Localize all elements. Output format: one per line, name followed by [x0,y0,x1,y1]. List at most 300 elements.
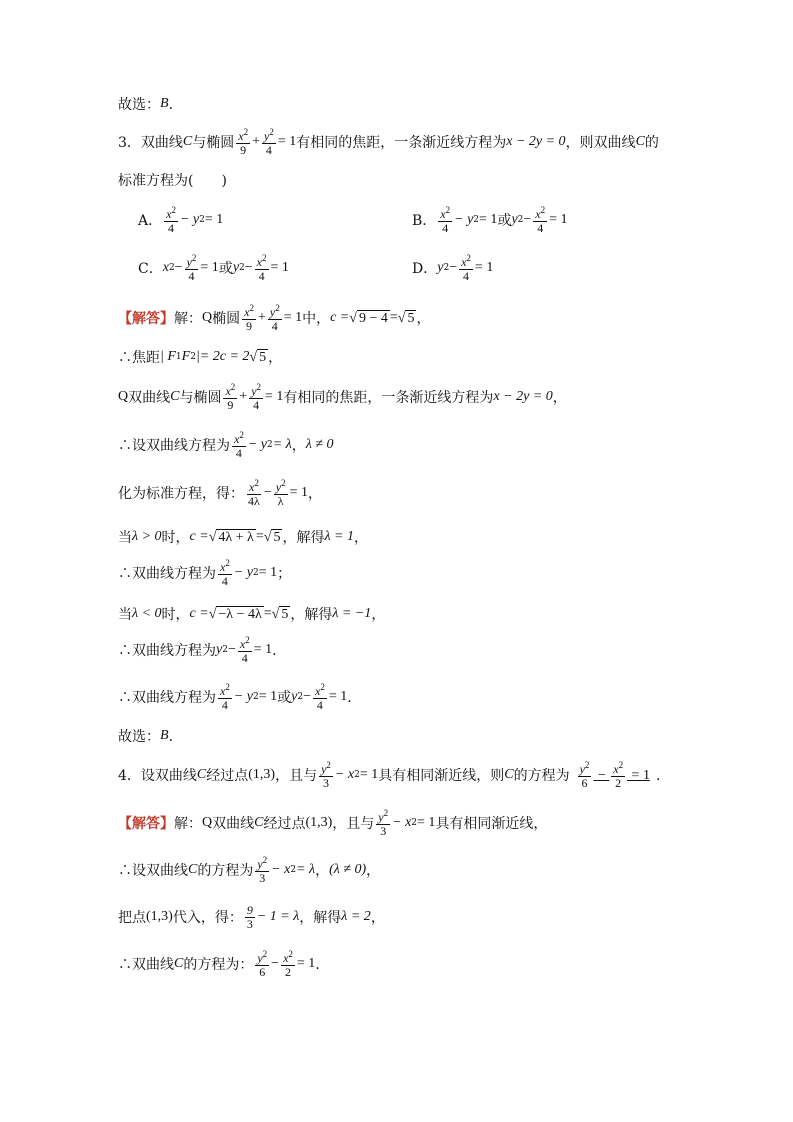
because-symbol: Q [202,310,213,325]
text: 把点 [118,910,146,926]
fraction [281,950,295,978]
var-c: C [174,956,184,971]
answer-line-prev [118,87,733,121]
var: x [244,304,250,319]
fraction [533,206,547,234]
op: = 1 [417,815,436,830]
text: ． [272,643,287,659]
solution-3-line-6 [118,520,733,554]
fraction [255,950,269,978]
var: y [186,254,192,269]
text: 具有相同渐近线，则 [378,768,505,784]
text: ． [655,768,670,784]
solution-label: 【解答】 [118,311,174,327]
text: ， [366,863,381,879]
term: − y [179,212,200,227]
radicand: 9 − 4 [358,310,388,326]
term: | F [160,349,176,364]
option-c [138,251,289,285]
fraction [249,383,263,411]
den: 3 [380,823,387,838]
or: 或 [277,690,292,706]
den: 4 [265,142,272,157]
text: ． [347,690,362,706]
exp: 2 [383,807,389,818]
q3-text: 有相同的焦距，一条渐近线方程为 [296,135,507,151]
text: ∴焦距 [118,350,160,366]
exp: 2 [245,634,250,645]
op: = 1 [258,689,278,704]
den: 2 [615,775,622,790]
exp: 2 [288,948,293,959]
den: 3 [259,870,266,885]
question-3-line-2 [118,163,733,197]
term: = λ [272,437,292,452]
text: ∴双曲线方程为 [118,566,216,582]
text: 椭圆 [212,311,241,327]
den: 4 [221,697,228,712]
exp: 2 [320,681,325,692]
exp: 2 [290,865,297,875]
radicand: 5 [259,349,267,365]
term: c = [330,310,350,325]
var: y [511,212,518,227]
term: y [216,642,223,657]
op: = 1 [289,485,308,500]
solution-3-line-10 [118,680,733,714]
answer-choice: B [160,96,169,111]
fraction [459,254,473,282]
var: x [249,479,255,494]
var: y [269,304,276,319]
text: ， [315,863,330,879]
point: (1,3) [248,767,276,782]
den: 4 [316,697,323,712]
text: ∴双曲线方程为 [118,690,216,706]
point: (1,3) [146,909,173,924]
text: 经过点 [263,816,306,832]
exp: 2 [275,302,280,313]
var: x [440,206,446,221]
text: ， [307,486,322,502]
or: 或 [497,213,512,229]
solution-3-line-3 [118,380,733,414]
solution-4-line-2 [118,853,733,887]
text: 化为标准方程，得： [118,486,244,502]
text: ； [277,566,292,582]
exp: 2 [243,126,249,137]
exp: 2 [411,818,418,828]
term: − y [247,437,267,452]
text: 有相同的焦距，一条渐近线方程为 [283,390,494,406]
answer-label: 故选： [118,97,160,113]
op: − [244,260,253,275]
solution-3-line-1 [118,301,733,335]
den: 4 [168,220,175,235]
term: − 1 = λ [256,909,300,924]
option-label: D． [412,261,438,277]
var: y [291,689,298,704]
text: ， [416,311,431,327]
var: x [461,254,467,269]
op: − [449,260,458,275]
var: y [275,479,282,494]
op: = 1 [258,565,278,580]
fraction [255,856,269,884]
var: y [257,856,263,871]
exp: 2 [199,215,205,225]
sqrt: √ −λ − 4λ [208,606,262,622]
text: ∴设双曲线方程为 [118,438,230,454]
exp: 2 [222,645,228,655]
exp: 2 [256,381,262,392]
radicand: 5 [407,310,415,326]
term: λ < 0 [132,606,162,621]
var: x [315,683,321,698]
term: − y [233,689,253,704]
fraction-x2-9 [236,128,250,156]
term: (λ ≠ 0) [329,862,367,877]
fraction [255,254,269,282]
fraction-y2-4 [262,128,276,156]
solution-label: 【解答】 [118,816,174,832]
exp: 2 [253,568,259,578]
den: 4 [271,318,278,333]
exp: 2 [517,215,524,225]
var: y [251,383,257,398]
fraction [245,904,255,930]
exp: 2 [354,770,360,780]
op: − [303,689,311,704]
op: = 1 [479,212,498,227]
var-c: C [635,134,645,149]
exp: 2 [584,759,590,770]
exp: 2 [473,215,480,225]
den: 3 [323,775,329,790]
den: 9 [246,318,253,333]
solution-3-line-5 [118,476,733,510]
solution-4-line-4 [118,947,733,981]
var: y [321,761,327,776]
var: y [579,761,585,776]
asymptote: x − 2y = 0 [493,389,553,404]
den: 4 [537,220,544,235]
text: 中， [302,311,331,327]
num: 9 [246,902,253,917]
fraction [611,761,625,789]
term: λ = 2 [341,909,371,924]
exp: 2 [443,263,450,273]
fraction [242,304,256,332]
op: − [597,768,610,783]
var: y [232,260,240,275]
question-number: 3． [118,135,141,151]
exp: 2 [239,429,244,440]
solution-3-line-8 [118,597,733,631]
period: ． [168,97,183,113]
sqrt: √ 5 [397,310,415,326]
text: ， [371,607,386,623]
exp: 2 [445,204,451,215]
or: 或 [218,261,233,277]
term: − y [454,212,474,227]
var: y [264,128,270,143]
text: ∴双曲线方程为 [118,643,216,659]
op: + [239,389,248,404]
exp: 2 [281,477,286,488]
den: 4 [221,573,228,588]
den: 4 [188,268,195,283]
exp: 2 [253,692,259,702]
text: 当 [118,607,132,623]
answer-choice: B [160,728,169,743]
text: ， [268,350,283,366]
var: x [225,383,231,398]
var: x [166,206,172,221]
op: = [389,310,398,325]
fraction [578,761,592,789]
text: ， [353,530,368,546]
text: 解： [174,311,202,327]
var-c: C [504,767,514,782]
exp: 2 [267,440,273,450]
term: λ > 0 [132,529,162,544]
solution-3-line-9 [118,633,733,667]
answer-label: 故选： [118,729,160,745]
term: c = [189,606,209,621]
den: 4 [258,268,265,283]
text: 解： [174,816,202,832]
term: F [181,349,191,364]
option-label: C． [138,261,163,277]
option-label: A． [138,213,163,229]
fraction [164,206,178,234]
question-number: 4． [118,768,141,784]
op: = [263,606,272,621]
text: 当 [118,530,132,546]
q3-text: 标准方程为( ) [118,173,227,189]
op: = 1 [474,260,494,275]
var: x [239,636,246,651]
text: ， [552,390,567,406]
var: x [283,950,289,965]
op: + [252,134,260,149]
sqrt: √ 5 [271,606,289,622]
op: = 1 [359,767,379,782]
var-c: C [182,134,193,149]
den: 6 [581,775,588,790]
fraction [274,479,288,507]
den: 4 [253,397,260,412]
text: 代入，得： [172,910,243,926]
op: = 1 [283,310,303,325]
den: 4 [235,445,242,460]
option-d [412,251,493,285]
den: 4 [241,650,248,665]
question-4 [118,758,733,792]
var: x [234,431,240,446]
option-label: B． [412,213,437,229]
fraction [223,383,237,411]
op: = 1 [270,260,289,275]
option-b [412,203,568,237]
fraction [232,431,246,459]
text: 的方程为 [513,768,570,784]
exp: 2 [618,759,624,770]
radicand: −λ − 4λ [218,606,262,622]
fraction [218,559,232,587]
den: 9 [240,142,247,157]
var: y [257,950,263,965]
op: − [523,212,532,227]
var: x [162,260,169,275]
op: = [255,529,264,544]
term: = λ [296,862,316,877]
text: ，且与 [275,768,318,784]
den: λ [277,493,284,508]
exp: 2 [540,204,546,215]
sqrt: √ 5 [249,349,267,365]
asymptote: x − 2y = 0 [506,134,566,149]
text: ∴设双曲线 [118,863,188,879]
exp: 2 [297,692,304,702]
text: 时， [161,607,190,623]
solution-3-line-2 [118,340,733,374]
den: 4 [442,220,449,235]
op: − [227,642,236,657]
exp: 2 [249,302,254,313]
den: 6 [259,964,266,979]
den: 4 [463,268,469,283]
solution-4-line-1 [118,806,733,840]
text: 时， [161,530,190,546]
exp: 2 [239,263,245,273]
op: = 1 [200,260,219,275]
text: ，解得 [299,910,342,926]
var: x [238,128,244,143]
op: = 1 [631,768,650,783]
var-c: C [254,815,264,830]
exp: 2 [168,263,175,273]
exp: 2 [191,252,197,263]
period: ． [168,729,183,745]
term: − x [392,815,412,830]
exp: 2 [326,759,331,770]
fraction [313,683,327,711]
sqrt: √ 9 − 4 [349,310,388,326]
den: 2 [284,964,291,979]
var: x [535,206,541,221]
point: (1,3) [305,815,333,830]
fraction [185,254,199,282]
text: ，解得 [282,530,325,546]
exp: 2 [262,948,268,959]
term: λ = −1 [332,606,372,621]
solution-3-answer [118,719,733,753]
op: = 1 [549,212,568,227]
op: = 1 [277,134,297,149]
exp: 2 [262,854,268,865]
q3-text: ，则双曲线 [565,135,636,151]
solution-4-line-3 [118,900,733,934]
term: c = [189,529,209,544]
text: ， [370,910,385,926]
text: 双曲线 [128,390,171,406]
op: − [271,956,280,971]
exp: 2 [230,381,236,392]
text: ． [315,957,330,973]
text: 具有相同渐近线， [435,816,548,832]
solution-3-line-4 [118,428,733,462]
term: λ ≠ 0 [305,437,334,452]
q3-text: 的 [644,135,659,151]
text: 与椭圆 [179,390,222,406]
term: − x [334,767,355,782]
q3-text: 双曲线 [140,135,183,151]
op: = 1 [328,689,348,704]
op: = 1 [204,212,224,227]
because-symbol: Q [202,815,213,830]
fraction [438,206,452,234]
op: = 1 [265,389,284,404]
var: y [437,260,444,275]
var: y [378,809,384,824]
term: λ = 1 [324,529,354,544]
den: 3 [246,916,253,931]
exp: 2 [269,126,274,137]
because-symbol: Q [118,389,129,404]
exp: 2 [254,477,259,488]
radicand: 4λ + λ [218,529,254,545]
radicand: 5 [273,529,281,545]
exp: 2 [262,252,267,263]
sub: 1 [175,352,182,362]
option-a [138,203,223,237]
text: ∴双曲线 [118,957,174,973]
var: x [256,254,262,269]
exp: 2 [225,681,230,692]
op: = 1 [253,642,273,657]
exp: 2 [171,204,176,215]
fraction [376,809,390,837]
op: = 1 [296,956,316,971]
sqrt: √ 4λ + λ [208,529,254,545]
var-c: C [196,767,207,782]
sqrt: √ 5 [263,529,281,545]
text: ， [291,438,306,454]
radicand: 5 [281,606,289,622]
fraction [218,683,232,711]
var: x [220,559,226,574]
den: 9 [227,397,234,412]
var: x [220,683,226,698]
text: 的方程为 [197,863,254,879]
q3-text: 与椭圆 [192,135,235,151]
op: + [257,310,266,325]
var-c: C [188,862,198,877]
solution-3-line-7 [118,556,733,590]
exp: 2 [225,557,230,568]
term: − x [271,862,291,877]
fraction [268,304,282,332]
fraction [238,636,252,664]
exp: 2 [466,252,471,263]
question-3-line-1 [118,125,733,159]
var-c: C [170,389,180,404]
text: 经过点 [206,768,249,784]
answer-blank [570,761,656,789]
text: ，解得 [290,607,333,623]
